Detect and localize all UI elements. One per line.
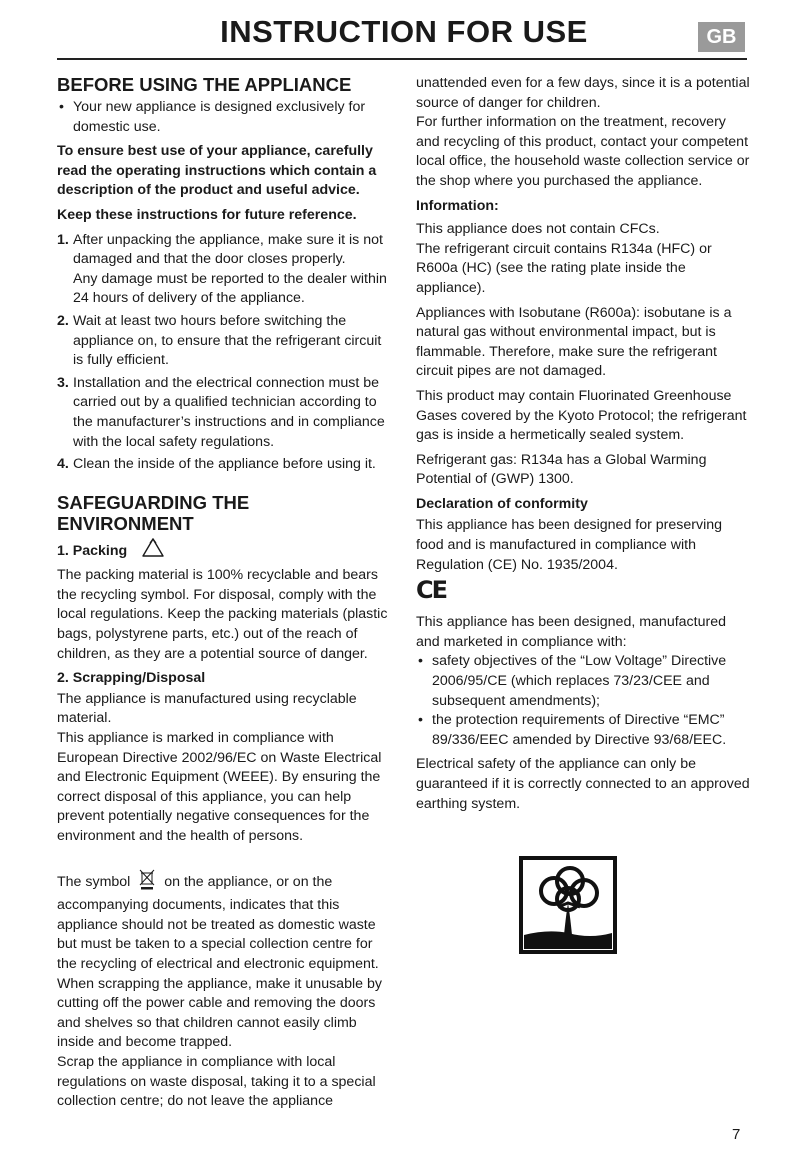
environment-heading: SAFEGUARDING THE ENVIRONMENT	[57, 491, 250, 534]
cfc-text: This appliance does not contain CFCs.	[416, 221, 660, 238]
list-item	[57, 455, 390, 475]
ce-mark-icon: CE	[416, 576, 447, 605]
ensure-best-use-text: To ensure best use of your appliance, carefully read the operating instructions which contain a description of the product and useful advice.	[57, 143, 377, 199]
before-using-list	[57, 98, 390, 137]
steps-list	[57, 231, 390, 475]
continued-text: unattended even for a few days, since it is a potential source of danger for children.	[416, 75, 750, 111]
scrapping-text: The appliance is manufactured using recyclable material.	[57, 690, 357, 727]
information-heading: Information:	[416, 197, 499, 214]
electrical-safety-text: Electrical safety of the appliance can only be guaranteed if it is correctly connected to an approved earthing system.	[416, 756, 750, 812]
scrapping-regulations-text: Scrap the appliance in compliance with local regulations on waste disposal, taking it to a special collection centre; do not leave the appliance	[57, 1053, 376, 1110]
directives-list	[416, 652, 750, 750]
page-title: INSTRUCTION FOR USE	[220, 14, 588, 49]
packing-heading-label: 1. Packing	[57, 542, 128, 559]
recycling-triangle-icon	[141, 537, 165, 566]
left-column	[57, 74, 390, 1112]
keep-instructions-text: Keep these instructions for future reference.	[57, 206, 357, 223]
symbol-text-before: The symbol	[57, 873, 131, 890]
weee-directive-text: This appliance is marked in compliance with European Directive 2002/96/EC on Waste Electrical and Electronic Equipment (WEEE). By ensuring the correct disposal of this appliance, you can help prevent potentially negative consequences for the environment and the health of persons.	[57, 730, 382, 844]
fluorinated-gases-text: This product may contain Fluorinated Greenhouse Gases covered by the Kyoto Protocol; the refrigerant gas is inside a hermetically sealed system.	[416, 387, 747, 444]
gwp-text: Refrigerant gas: R134a has a Global Warming Potential of (GWP) 1300.	[416, 451, 707, 488]
further-information-text: For further information on the treatment, recovery and recycling of this product, contact your competent local office, the household waste collection service or the shop where you purchased the appliance.	[416, 114, 750, 189]
list-item	[57, 231, 390, 309]
list-item	[57, 374, 390, 452]
scrapping-unusable-text: When scrapping the appliance, make it unusable by cutting off the power cable and removing the doors and shelves so that children cannot easily climb inside and become trapped.	[57, 975, 382, 1051]
step-number: 4.	[57, 456, 69, 473]
isobutane-text: Appliances with Isobutane (R600a): isobutane is a natural gas without environmental impact, but is flammable. Therefore, make sure the refrigerant circuit pipes are not damaged.	[416, 304, 732, 380]
compliance-text: This appliance has been designed, manufactured and marketed in compliance with:	[416, 614, 726, 650]
packing-heading	[57, 537, 390, 566]
title-rule	[57, 58, 747, 60]
step-number: 2.	[57, 312, 69, 329]
refrigerant-circuit-text: The refrigerant circuit contains R134a (HFC) or R600a (HC) (see the rating plate inside the appliance).	[416, 240, 712, 296]
step-number: 1.	[57, 231, 69, 248]
list-item: • Your new appliance is designed exclusively for domestic use.	[57, 98, 390, 137]
step-text: Wait at least two hours before switching the appliance on, to ensure that the refrigerant circuit is fully efficient.	[73, 312, 382, 369]
symbol-text-after: on the appliance, or on the accompanying documents, indicates that this appliance should not be treated as domestic waste but must be taken to a special collection centre for the recycling of electrical and electronic equipment.	[57, 873, 379, 972]
before-using-heading: BEFORE USING THE APPLIANCE	[57, 74, 352, 95]
list-item: • safety objectives of the “Low Voltage” Directive 2006/95/CE (which replaces 73/23/CEE and subsequent amendments);	[416, 652, 750, 711]
declaration-heading: Declaration of conformity	[416, 495, 588, 512]
declaration-text: This appliance has been designed for preserving food and is manufactured in compliance with Regulation (CE) No. 1935/2004.	[416, 517, 723, 573]
step-text: Installation and the electrical connection must be carried out by a qualified technician according to the manufacturer’s instructions and in compliance with the local safety regulations.	[73, 374, 385, 450]
step-text: After unpacking the appliance, make sure it is not damaged and that the door closes properly.	[73, 231, 383, 268]
packing-text: The packing material is 100% recyclable and bears the recycling symbol. For disposal, comply with the local regulations. Keep the packing materials (plastic bags, polystyrene parts, etc.) out of the reach of children, as they are a potential source of danger.	[57, 567, 388, 662]
step-number: 3.	[57, 374, 69, 391]
scrapping-heading: 2. Scrapping/Disposal	[57, 670, 206, 687]
tree-environment-icon	[518, 855, 618, 955]
step-text: Clean the inside of the appliance before using it.	[73, 456, 376, 473]
language-badge: GB	[698, 22, 745, 52]
crossed-out-bin-icon	[138, 868, 156, 897]
page-number: 7	[732, 1126, 741, 1143]
weee-symbol-text	[57, 868, 390, 975]
list-item: • the protection requirements of Directive “EMC” 89/336/EEC amended by Directive 93/68/EEC.	[416, 711, 750, 750]
list-item	[57, 312, 390, 371]
right-column	[416, 74, 750, 819]
step-text-continued: Any damage must be reported to the dealer within 24 hours of delivery of the appliance.	[73, 270, 387, 307]
